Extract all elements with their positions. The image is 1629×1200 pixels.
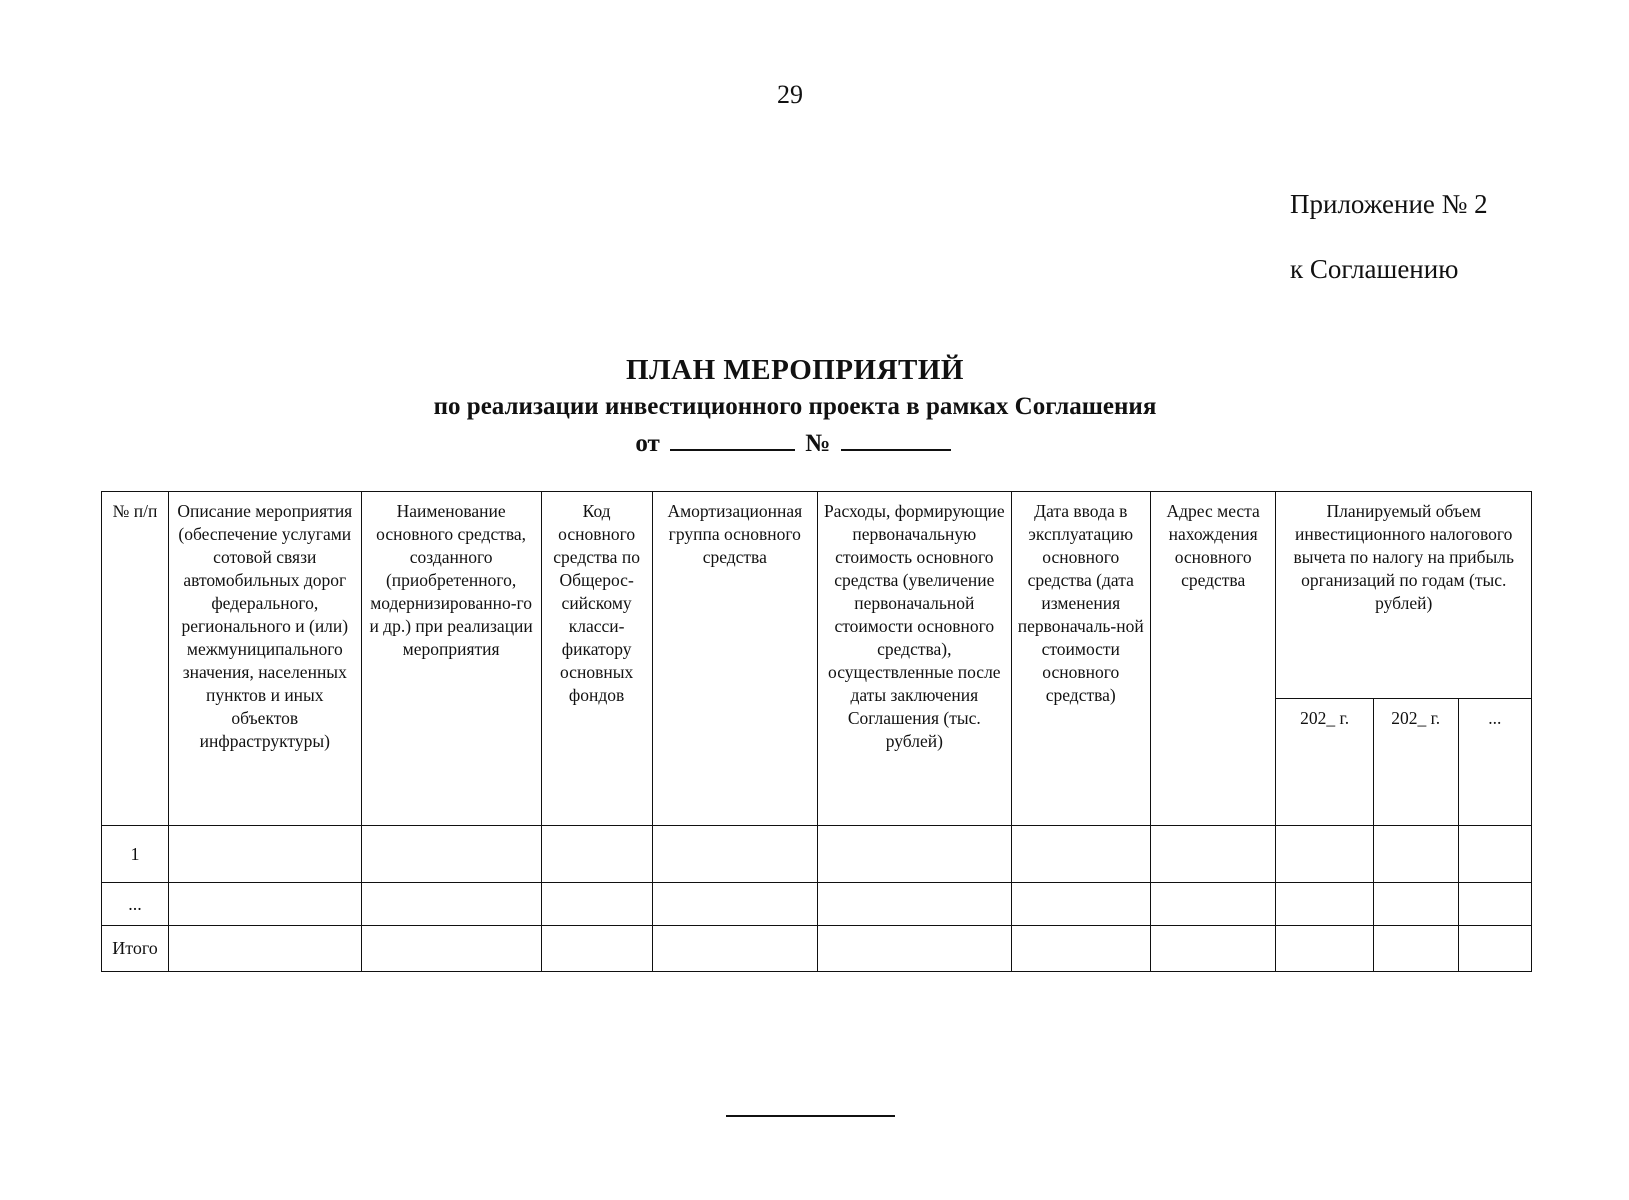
appendix-reference: к Соглашению: [1290, 254, 1459, 284]
table-cell[interactable]: [1373, 826, 1458, 883]
table-cell[interactable]: [541, 926, 652, 972]
table-cell[interactable]: [1373, 926, 1458, 972]
table-cell[interactable]: [361, 883, 541, 926]
table-cell[interactable]: [1458, 883, 1531, 926]
table-cell[interactable]: [361, 826, 541, 883]
header-year-1: 202_ г.: [1276, 699, 1373, 826]
header-number: № п/п: [102, 492, 169, 826]
table-cell[interactable]: [541, 883, 652, 926]
table-cell[interactable]: [168, 826, 361, 883]
table-cell[interactable]: [652, 826, 817, 883]
table-cell[interactable]: [1458, 926, 1531, 972]
table-cell[interactable]: [361, 926, 541, 972]
table-cell[interactable]: [1150, 826, 1276, 883]
header-asset-address: Адрес места нахождения основного средства: [1150, 492, 1276, 826]
row-number-cell: ...: [102, 883, 169, 926]
header-planned-tax-deduction: Планируемый объем инвестиционного налогового вычета по налогу на прибыль организаций по годам (тыс. рублей): [1276, 492, 1532, 699]
table-cell[interactable]: [1276, 883, 1373, 926]
header-depreciation-group: Амортизационная группа основного средства: [652, 492, 817, 826]
header-year-more: ...: [1458, 699, 1531, 826]
number-prefix: №: [805, 430, 831, 457]
table-cell[interactable]: [817, 883, 1011, 926]
table-cell[interactable]: [168, 926, 361, 972]
footer-divider-line: [726, 1115, 895, 1117]
table-cell[interactable]: [652, 926, 817, 972]
date-blank-field: [670, 425, 795, 451]
header-asset-name: Наименование основного средства, созданного (приобретенного, модернизированно-го и др.) при реализации мероприятия: [361, 492, 541, 826]
table-total-row: [102, 926, 1532, 972]
appendix-label: Приложение № 2: [1290, 189, 1488, 219]
header-asset-code: Код основного средства по Общерос-сийскому класси-фикатору основных фондов: [541, 492, 652, 826]
table-cell[interactable]: [1011, 883, 1150, 926]
header-commissioning-date: Дата ввода в эксплуатацию основного средства (дата изменения первоначаль-ной стоимости основного средства): [1011, 492, 1150, 826]
document-title: ПЛАН МЕРОПРИЯТИЙ: [626, 354, 964, 386]
table-cell[interactable]: [652, 883, 817, 926]
total-label-cell: Итого: [102, 926, 169, 972]
table-cell[interactable]: [1276, 926, 1373, 972]
table-cell[interactable]: [1276, 826, 1373, 883]
table-cell[interactable]: [541, 826, 652, 883]
table-cell[interactable]: [1150, 883, 1276, 926]
date-prefix: от: [635, 430, 660, 457]
table-cell[interactable]: [1011, 926, 1150, 972]
table-row: [102, 883, 1532, 926]
document-subtitle: по реализации инвестиционного проекта в рамках Соглашения: [433, 393, 1157, 420]
header-year-2: 202_ г.: [1373, 699, 1458, 826]
table-header-row: [102, 492, 1532, 699]
page-number: 29: [777, 80, 803, 109]
table-cell[interactable]: [1011, 826, 1150, 883]
document-date-number-line: [0, 425, 1590, 458]
table-cell[interactable]: [168, 883, 361, 926]
row-number-cell: 1: [102, 826, 169, 883]
table-cell[interactable]: [817, 926, 1011, 972]
table-cell[interactable]: [1458, 826, 1531, 883]
table-row: [102, 826, 1532, 883]
table-cell[interactable]: [817, 826, 1011, 883]
header-expenses: Расходы, формирующие первоначальную стоимость основного средства (увеличение первоначальной стоимости основного средства), осуществленные после даты заключения Соглашения (тыс. рублей): [817, 492, 1011, 826]
plan-table: [101, 491, 1532, 972]
table-cell[interactable]: [1373, 883, 1458, 926]
header-activity-description: Описание мероприятия (обеспечение услугами сотовой связи автомобильных дорог федерального, регионального и (или) межмуниципального значения, населенных пунктов и иных объектов инфраструктуры): [168, 492, 361, 826]
number-blank-field: [841, 425, 951, 451]
table-cell[interactable]: [1150, 926, 1276, 972]
